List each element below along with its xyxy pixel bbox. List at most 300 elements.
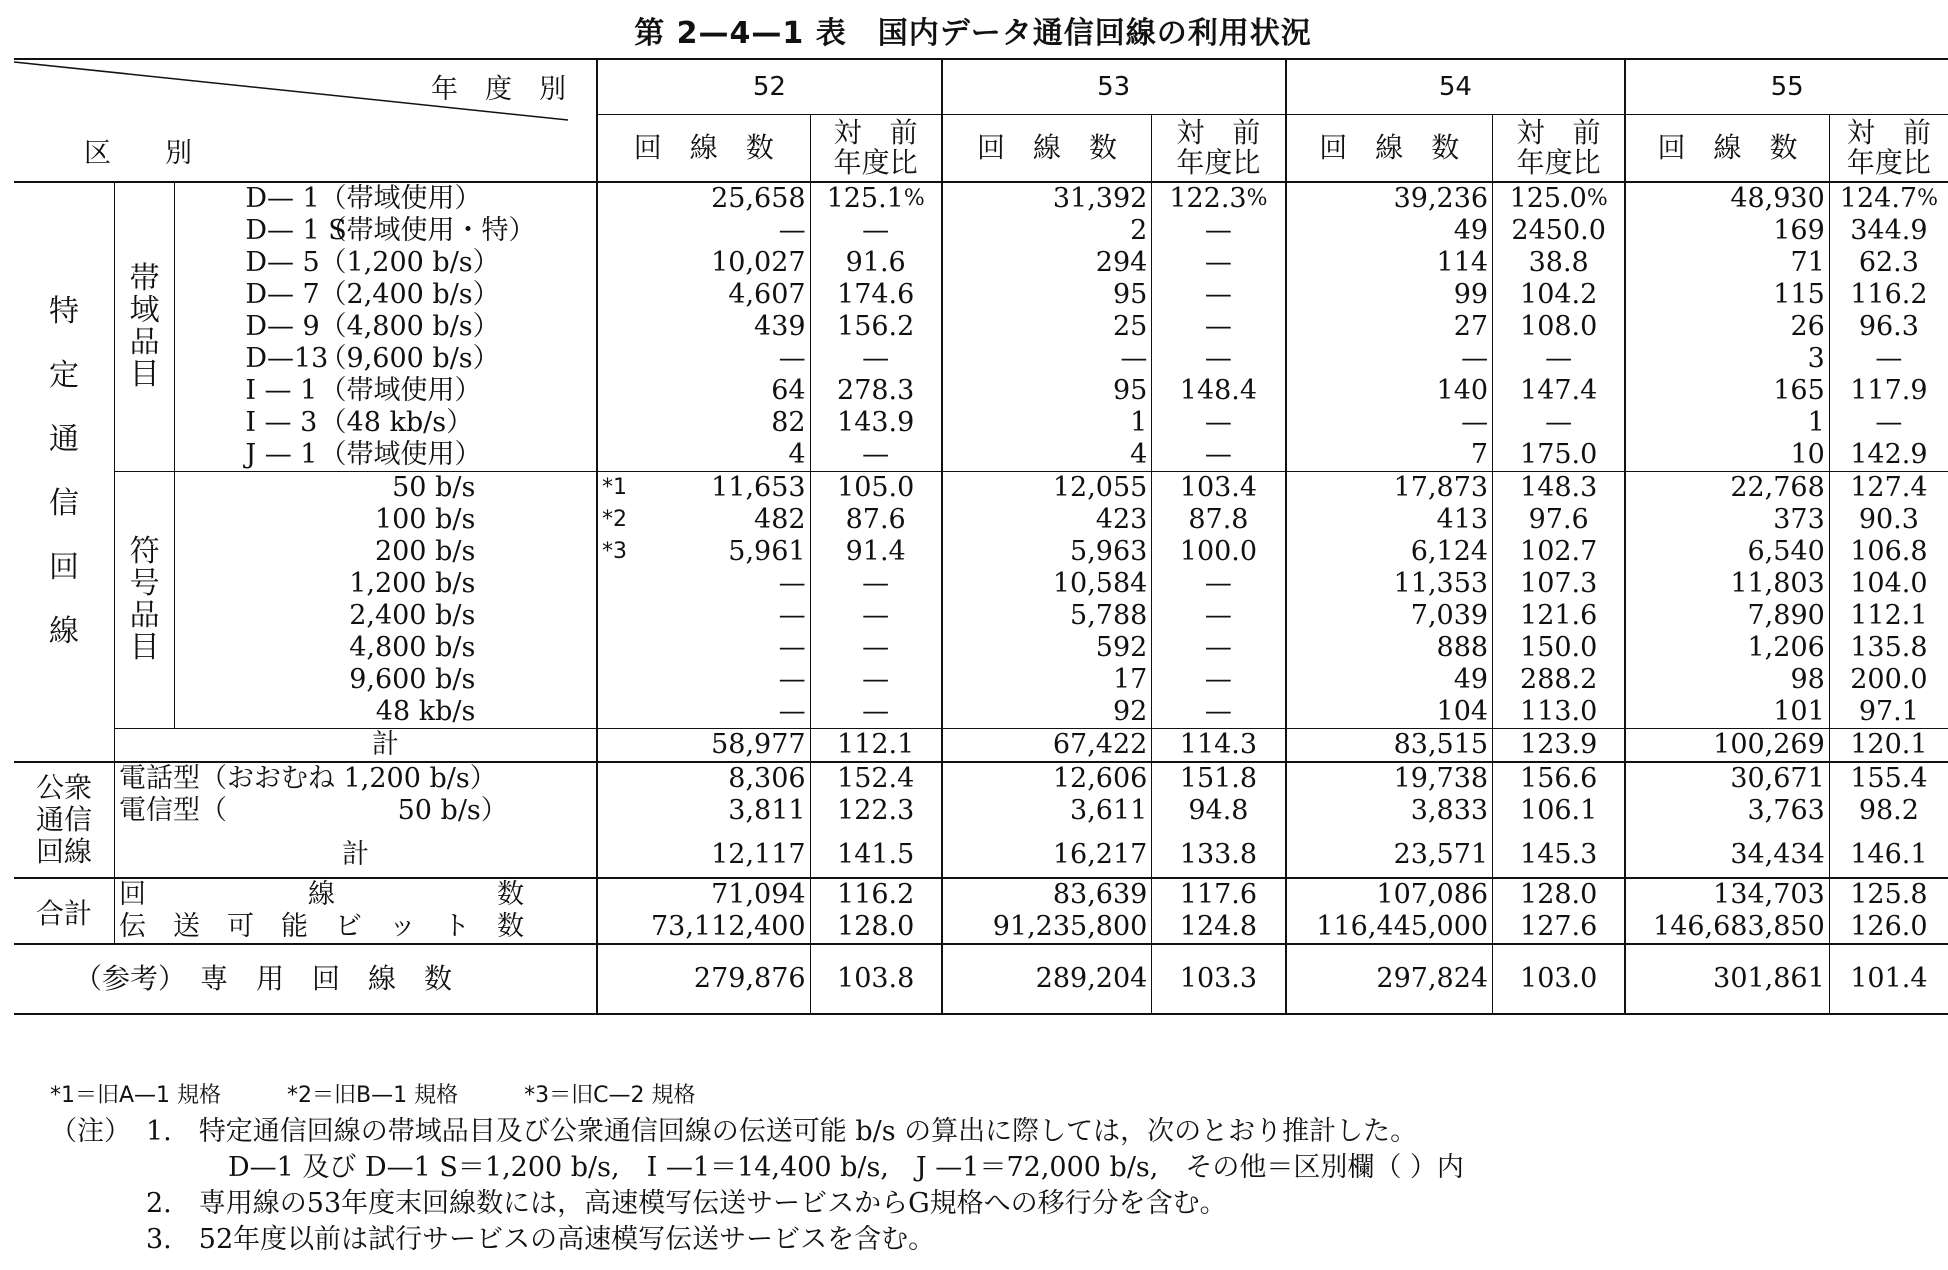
col-lines: 回 線 数 [1286,115,1493,183]
cell-lines: 100,269 [1625,729,1829,763]
cell-lines [597,472,810,505]
cell-ratio: 98.2 [1829,795,1948,827]
cell-lines: — [597,215,810,247]
cell-ratio: — [1152,632,1286,664]
cell-ratio: 116.2 [810,878,942,911]
item-speed [175,696,597,729]
cell-ratio: 135.8 [1829,632,1948,664]
cell-lines: 31,392 [942,182,1152,215]
cell-lines: 82 [597,407,810,439]
year-55: 55 [1625,59,1948,115]
cell-lines: — [597,600,810,632]
cell-ratio: 146.1 [1829,833,1948,878]
cell-ratio: 117.9 [1829,375,1948,407]
header-row-years [14,59,1948,115]
cell-ratio [1493,182,1626,215]
percent-mark: % [903,186,925,211]
note-head: （注） [50,1116,131,1147]
cell-ratio: 151.8 [1152,762,1286,795]
cell-lines: 289,204 [942,944,1152,1014]
cell-lines: 592 [942,632,1152,664]
section-kousyu [14,762,115,878]
cell-ratio: — [1152,215,1286,247]
cell-lines: 34,434 [1625,833,1829,878]
cell-ratio: 133.8 [1152,833,1286,878]
table-row [14,472,1948,505]
year-54: 54 [1286,59,1626,115]
table-row [14,311,1948,343]
cell-lines: 58,977 [597,729,810,763]
section-tokutei [14,182,115,762]
note-1 [50,1114,1464,1150]
cell-ratio: — [1829,343,1948,375]
table-row [14,215,1948,247]
item-code: D— 5 [175,247,316,279]
cell-ratio: 90.3 [1829,504,1948,536]
item-speed [175,632,597,664]
cell-lines: 146,683,850 [1625,911,1829,944]
cell-value: 124.7 [1839,183,1918,214]
cell-lines: 25 [942,311,1152,343]
cell-ratio: — [1152,407,1286,439]
kousyu-item: 電信型（ 50 b/s） [115,795,597,827]
cell-lines: 294 [942,247,1152,279]
cell-lines: 10,584 [942,568,1152,600]
cell-ratio: — [1152,664,1286,696]
cell-ratio: 127.6 [1493,911,1626,944]
item-speed [175,472,597,505]
cell-lines: 115 [1625,279,1829,311]
cell-lines: 10,027 [597,247,810,279]
cell-ratio: 200.0 [1829,664,1948,696]
cell-ratio: 128.0 [1493,878,1626,911]
cell-lines: 413 [1286,504,1493,536]
percent-mark: % [1586,186,1608,211]
footnote-marks: *1＝旧A—1 規格 *2＝旧B—1 規格 *3＝旧C—2 規格 [50,1083,696,1108]
cell-lines: 49 [1286,664,1493,696]
cell-lines: 5,788 [942,600,1152,632]
col-ratio-line1: 対 前 [1516,116,1601,149]
table-row [14,247,1948,279]
item-desc: （9,600 b/s） [319,343,500,374]
cell-ratio: — [1493,407,1626,439]
col-ratio [1493,115,1626,183]
table-row-total [14,729,1948,763]
cell-ratio: — [1152,439,1286,472]
cell-ratio: 105.0 [810,472,942,505]
cell-lines: — [942,343,1152,375]
section-fugo [115,472,175,729]
item-speed-text: 100 b/s [374,504,476,535]
cell-lines: 169 [1625,215,1829,247]
reference-label: （参考） 専 用 回 線 数 [74,962,453,995]
cell-ratio: 120.1 [1829,729,1948,763]
cell-lines: 12,117 [597,833,810,878]
col-lines: 回 線 数 [1625,115,1829,183]
cell-wrap [602,472,806,504]
cell-lines: 17 [942,664,1152,696]
cell-lines: 95 [942,375,1152,407]
footnote-mark: *3 [601,539,627,564]
section-tokutei-label: 特定通信回線 [49,294,79,649]
cell-lines: — [597,568,810,600]
cell-ratio: — [1152,600,1286,632]
cell-ratio: 141.5 [810,833,942,878]
cell-lines: 23,571 [1286,833,1493,878]
cell-ratio: 148.3 [1493,472,1626,505]
cell-ratio: — [1152,279,1286,311]
item-code: D— 9 [175,311,316,343]
cell-lines: 10 [1625,439,1829,472]
section-taiiki [115,182,175,472]
cell-lines: 279,876 [597,944,810,1014]
year-52: 52 [597,59,942,115]
cell-ratio: — [1152,247,1286,279]
footnote-mark: *2 [601,507,627,532]
total-spacer [115,729,175,763]
cell-lines: 71 [1625,247,1829,279]
cell-lines: — [1286,343,1493,375]
note-2: 2. 専用線の53年度末回線数には，高速模写伝送サービスからG規格への移行分を含む。 [146,1188,1227,1219]
col-lines: 回 線 数 [597,115,810,183]
table-row [14,504,1948,536]
cell-ratio: 87.8 [1152,504,1286,536]
cell-ratio: 97.6 [1493,504,1626,536]
cell-lines: 12,055 [942,472,1152,505]
cell-ratio: 114.3 [1152,729,1286,763]
notes [50,1078,1464,1258]
cell-ratio: — [810,696,942,729]
cell-lines: 3,763 [1625,795,1829,827]
item-speed [175,664,597,696]
note-1b: D—1 及び D—1 S＝1,200 b/s, I —1＝14,400 b/s, J —1＝72,000 b/s, その他＝区別欄（ ）内 [228,1152,1464,1183]
item-code: I — 3 [175,407,316,439]
table-body [14,182,1948,1014]
cell-lines: 95 [942,279,1152,311]
cell-ratio [1829,182,1948,215]
cell-lines: 49 [1286,215,1493,247]
year-53: 53 [942,59,1286,115]
item-code: D— 1 [175,182,316,215]
col-ratio [810,115,942,183]
cell-ratio: — [810,439,942,472]
table-row [14,375,1948,407]
item-code: J — 1 [175,439,316,472]
table-row [14,878,1948,911]
cell-value: 482 [754,504,806,535]
cell-lines: 27 [1286,311,1493,343]
cell-ratio: 155.4 [1829,762,1948,795]
cell-lines: 7,039 [1286,600,1493,632]
cell-lines: — [597,664,810,696]
table-row [14,407,1948,439]
item-speed-text: 48 kb/s [375,696,476,727]
cell-ratio: 113.0 [1493,696,1626,729]
cell-ratio: 103.4 [1152,472,1286,505]
cell-lines [597,536,810,568]
item-speed [175,568,597,600]
cell-lines: — [1286,407,1493,439]
cell-ratio: 126.0 [1829,911,1948,944]
cell-lines: 6,124 [1286,536,1493,568]
cell-ratio: 123.9 [1493,729,1626,763]
cell-ratio: 156.2 [810,311,942,343]
cell-wrap [602,504,806,536]
cell-ratio: 116.2 [1829,279,1948,311]
table-row-total [14,833,1948,878]
cell-lines: 11,353 [1286,568,1493,600]
table-row [14,536,1948,568]
cell-lines: 4,607 [597,279,810,311]
cell-lines: 16,217 [942,833,1152,878]
header-corner [14,59,597,182]
cell-lines: 101 [1625,696,1829,729]
cell-lines: 64 [597,375,810,407]
item-speed-text: 4,800 b/s [349,632,476,663]
cell-lines: 301,861 [1625,944,1829,1014]
cell-ratio: 62.3 [1829,247,1948,279]
category-axis-label: 区 別 [84,138,192,169]
cell-ratio: 2450.0 [1493,215,1626,247]
cell-ratio: 112.1 [1829,600,1948,632]
cell-lines: 17,873 [1286,472,1493,505]
cell-lines: 3,611 [942,795,1152,827]
total-label: 計 [115,833,597,878]
cell-lines: 297,824 [1286,944,1493,1014]
cell-lines: 114 [1286,247,1493,279]
table-row [14,762,1948,795]
cell-lines: 4 [597,439,810,472]
cell-value: 125.0 [1509,183,1587,214]
cell-lines: 12,606 [942,762,1152,795]
cell-lines: 71,094 [597,878,810,911]
cell-lines: 99 [1286,279,1493,311]
cell-ratio: — [810,664,942,696]
item-speed-text: 9,600 b/s [349,664,476,695]
item-speed-text: 2,400 b/s [349,600,476,631]
item-speed [175,536,597,568]
table-row [14,632,1948,664]
cell-lines: — [597,343,810,375]
item-desc: （1,200 b/s） [319,247,500,278]
table-row [14,664,1948,696]
note-3: 3. 52年度以前は試行サービスの高速模写伝送サービスを含む。 [146,1224,936,1255]
cell-ratio: 107.3 [1493,568,1626,600]
year-axis-label: 年 度 別 [430,74,566,105]
col-ratio-line1: 対 前 [833,116,918,149]
cell-lines: 3,833 [1286,795,1493,827]
col-ratio-line2: 年度比 [1516,146,1601,179]
table-row [14,795,1948,827]
cell-ratio [810,182,942,215]
item-desc: （帯域使用） [319,439,482,470]
cell-ratio: — [810,568,942,600]
cell-lines: 373 [1625,504,1829,536]
cell-ratio: 87.6 [810,504,942,536]
cell-lines: 140 [1286,375,1493,407]
cell-lines: — [597,696,810,729]
item-code: D— 1 S [175,215,316,247]
kousyu-item: 電話型（おおむね 1,200 b/s） [115,762,597,795]
item-speed [175,504,597,536]
cell-lines: 48,930 [1625,182,1829,215]
cell-ratio: 278.3 [810,375,942,407]
cell-lines: 7,890 [1625,600,1829,632]
cell-ratio: 121.6 [1493,600,1626,632]
percent-mark: % [1246,186,1268,211]
goukei-item: 伝 送 可 能 ビ ッ ト 数 [115,911,597,944]
cell-lines: 134,703 [1625,878,1829,911]
cell-ratio: 148.4 [1152,375,1286,407]
cell-ratio: 145.3 [1493,833,1626,878]
cell-ratio: 103.8 [810,944,942,1014]
table-row [14,911,1948,944]
col-lines: 回 線 数 [942,115,1152,183]
item-desc: （帯域使用・特） [319,215,536,246]
cell-ratio: 127.4 [1829,472,1948,505]
col-ratio-line1: 対 前 [1846,116,1931,149]
item-speed-text: 1,200 b/s [349,568,476,599]
cell-ratio: 100.0 [1152,536,1286,568]
cell-ratio: 174.6 [810,279,942,311]
cell-ratio: — [1152,696,1286,729]
cell-lines: 6,540 [1625,536,1829,568]
cell-lines: 3,811 [597,795,810,827]
cell-lines: 165 [1625,375,1829,407]
cell-lines: 92 [942,696,1152,729]
cell-ratio: — [810,343,942,375]
footnote-mark: *1 [601,475,627,500]
cell-lines: 67,422 [942,729,1152,763]
cell-ratio: 106.1 [1493,795,1626,827]
page-title: 第 2—4—1 表 国内データ通信回線の利用状況 [634,16,1312,51]
section-goukei: 合計 [36,897,93,930]
cell-ratio: 102.7 [1493,536,1626,568]
cell-ratio: — [810,600,942,632]
col-ratio [1152,115,1286,183]
cell-ratio: — [1493,343,1626,375]
cell-ratio: 103.0 [1493,944,1626,1014]
item-code: D—13 [175,343,316,375]
col-ratio [1829,115,1948,183]
cell-ratio: 143.9 [810,407,942,439]
cell-ratio: 288.2 [1493,664,1626,696]
item-desc: （48 kb/s） [319,407,474,438]
cell-lines: 104 [1286,696,1493,729]
cell-value: 11,653 [711,472,806,503]
cell-lines: 4 [942,439,1152,472]
cell-lines: 83,639 [942,878,1152,911]
cell-lines: 98 [1625,664,1829,696]
goukei-item: 回 線 数 [115,878,597,911]
cell-lines: 91,235,800 [942,911,1152,944]
cell-lines: 73,112,400 [597,911,810,944]
cell-ratio: 101.4 [1829,944,1948,1014]
cell-ratio: — [810,632,942,664]
table-row [14,568,1948,600]
item-desc: （4,800 b/s） [319,311,500,342]
cell-lines: 83,515 [1286,729,1493,763]
item-desc: （2,400 b/s） [319,279,500,310]
cell-lines: 116,445,000 [1286,911,1493,944]
data-table [14,58,1948,1015]
cell-lines: 888 [1286,632,1493,664]
cell-lines: 3 [1625,343,1829,375]
cell-lines: 22,768 [1625,472,1829,505]
cell-value: 5,961 [728,536,806,567]
cell-lines: 39,236 [1286,182,1493,215]
cell-ratio: 103.3 [1152,944,1286,1014]
cell-lines: 1 [1625,407,1829,439]
percent-mark: % [1917,186,1938,211]
cell-lines: 5,963 [942,536,1152,568]
item-speed-text: 50 b/s [392,472,476,503]
cell-lines: — [597,632,810,664]
section-fugo-label: 符号品目 [129,534,160,665]
cell-lines: 30,671 [1625,762,1829,795]
table-row [14,600,1948,632]
section-kousyu-label: 公衆通信回線 [35,771,92,868]
table-row [14,439,1948,472]
cell-wrap [602,536,806,568]
cell-ratio: 142.9 [1829,439,1948,472]
cell-ratio: 122.3 [810,795,942,827]
col-ratio-line2: 年度比 [1176,146,1261,179]
table-row [14,279,1948,311]
cell-lines: 7 [1286,439,1493,472]
cell-lines: 1,206 [1625,632,1829,664]
cell-ratio: 147.4 [1493,375,1626,407]
item-speed [175,600,597,632]
cell-ratio: 38.8 [1493,247,1626,279]
cell-ratio [1152,182,1286,215]
cell-ratio: — [1829,407,1948,439]
cell-ratio: 156.6 [1493,762,1626,795]
cell-lines: 439 [597,311,810,343]
cell-ratio: 152.4 [810,762,942,795]
cell-lines: 423 [942,504,1152,536]
col-ratio-line2: 年度比 [1846,146,1931,179]
cell-value: 125.1 [826,183,904,214]
cell-lines: 2 [942,215,1152,247]
table-row [14,182,1948,215]
cell-ratio: 124.8 [1152,911,1286,944]
item-code: D— 7 [175,279,316,311]
col-ratio-line2: 年度比 [833,146,918,179]
cell-ratio: 104.2 [1493,279,1626,311]
total-label: 計 [371,729,399,760]
cell-ratio: 94.8 [1152,795,1286,827]
cell-ratio: 106.8 [1829,536,1948,568]
cell-ratio: 97.1 [1829,696,1948,729]
cell-ratio: 117.6 [1152,878,1286,911]
table-row [14,696,1948,729]
cell-lines: 25,658 [597,182,810,215]
table-row-reference [14,944,1948,1014]
cell-ratio: 125.8 [1829,878,1948,911]
section-taiiki-label: 帯域品目 [129,261,160,392]
cell-ratio: — [1152,343,1286,375]
cell-value: 122.3 [1169,183,1247,214]
cell-ratio: — [810,215,942,247]
cell-ratio: 150.0 [1493,632,1626,664]
cell-lines [597,504,810,536]
item-code: I — 1 [175,375,316,407]
item-desc: （帯域使用） [319,183,482,214]
cell-ratio: 91.4 [810,536,942,568]
cell-ratio: 108.0 [1493,311,1626,343]
cell-ratio: 175.0 [1493,439,1626,472]
